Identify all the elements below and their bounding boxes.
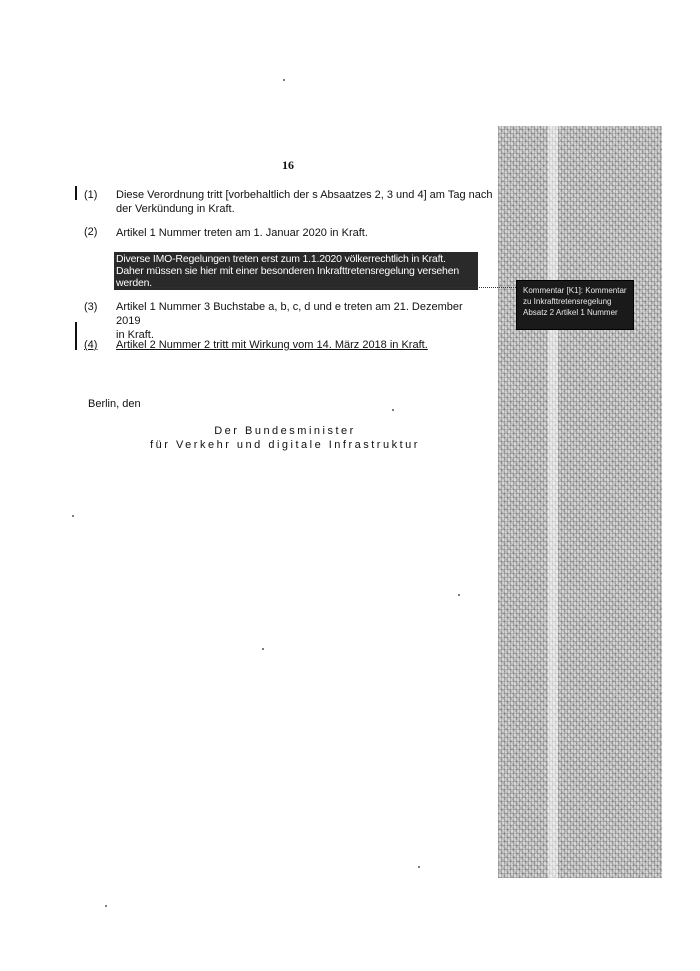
- paragraph-4-text: Artikel 2 Nummer 2 tritt mit Wirkung vom 14. März 2018 in Kraft.: [116, 339, 428, 351]
- page-number: 16: [282, 158, 294, 172]
- signature-line-2: für Verkehr und digitale Infrastruktur: [150, 439, 420, 451]
- scan-speck: [418, 866, 420, 868]
- paragraph-3-text: [116, 300, 486, 342]
- paragraph-1-number: (1): [84, 189, 98, 201]
- highlight-line-1: Diverse IMO-Regelungen treten erst zum 1.1.2020 völkerrechtlich in Kraft.: [116, 253, 446, 265]
- scan-speck: [283, 79, 285, 81]
- highlighted-comment-text: [114, 252, 478, 290]
- paragraph-1-line2: der Verkündung in Kraft.: [116, 203, 235, 215]
- comment-connector-line: [150, 287, 516, 288]
- scan-speck: [72, 515, 74, 517]
- scan-noise-strip: [498, 126, 662, 878]
- paragraph-2-number: (2): [84, 226, 98, 238]
- margin-comment-box[interactable]: Kommentar [K1]: Kommentar zu Inkrafttretensregelung Absatz 2 Artikel 1 Nummer: [516, 280, 634, 330]
- paragraph-3-number: (3): [84, 301, 98, 313]
- scan-speck: [105, 905, 107, 907]
- place-date-line: Berlin, den: [88, 398, 141, 410]
- paragraph-4-number: (4): [84, 339, 98, 351]
- highlight-line-3: werden.: [116, 277, 152, 289]
- paragraph-3-line2: in Kraft.: [116, 329, 154, 341]
- change-bar: [75, 186, 77, 200]
- paragraph-1-text: [116, 188, 496, 216]
- paragraph-2-text: Artikel 1 Nummer treten am 1. Januar 2020 in Kraft.: [116, 227, 368, 239]
- signature-block: [140, 424, 430, 452]
- paragraph-3-line1: Artikel 1 Nummer 3 Buchstabe a, b, c, d und e treten am 21. Dezember 2019: [116, 301, 463, 327]
- signature-line-1: Der Bundesminister: [214, 425, 356, 437]
- change-bar: [75, 322, 77, 350]
- scan-noise-gap: [548, 126, 558, 878]
- paragraph-1-line1: Diese Verordnung tritt [vorbehaltlich der s Absaatzes 2, 3 und 4] am Tag nach: [116, 189, 493, 201]
- highlight-line-2: Daher müssen sie hier mit einer besonderen Inkrafttretensregelung versehen: [116, 265, 459, 277]
- scan-speck: [262, 648, 264, 650]
- scan-speck: [458, 594, 460, 596]
- scan-speck: [392, 409, 394, 411]
